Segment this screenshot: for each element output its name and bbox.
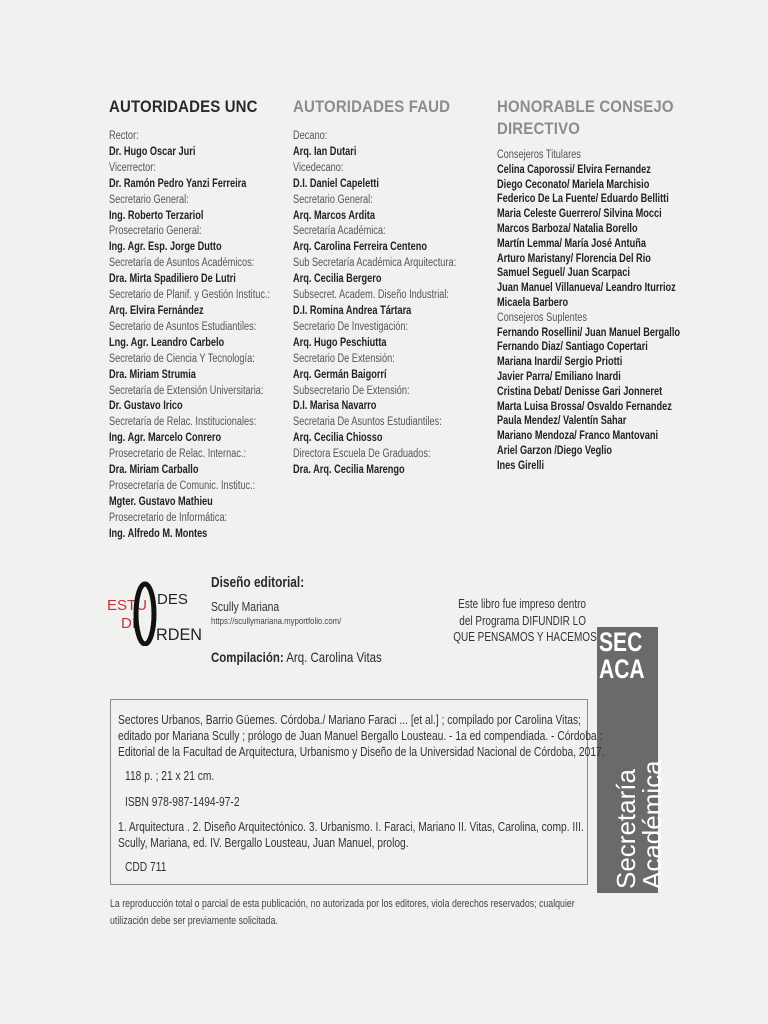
- unc-role-line: Secretaría de Extensión Universitaria:: [109, 384, 264, 397]
- hcd-name-line: Fernando Diaz/ Santiago Copertari: [497, 341, 648, 354]
- design-label: Diseño editorial:: [211, 575, 305, 591]
- unc-name-line: Mgter. Gustavo Mathieu: [109, 495, 213, 508]
- hcd-name-line: Arturo Maristany/ Florencia Del Rio: [497, 252, 651, 265]
- compiler-name: Arq. Carolina Vitas: [286, 649, 382, 665]
- unc-name-line: Ing. Agr. Esp. Jorge Dutto: [109, 241, 222, 254]
- hcd-name-line: Marta Luisa Brossa/ Osvaldo Fernandez: [497, 400, 672, 413]
- unc-role-line: Secretario de Planif. y Gestión Instituc.:: [109, 289, 271, 302]
- unc-name-line: Dra. Miriam Strumia: [109, 368, 196, 381]
- designer-name: Scully Mariana: [211, 599, 280, 614]
- faud-name-line: D.I. Romina Andrea Tártara: [293, 304, 412, 317]
- estudios-desorden-logo: [107, 580, 203, 646]
- autoridades-faud-column: [293, 96, 483, 479]
- unc-name-line: Dra. Miriam Carballo: [109, 464, 199, 477]
- unc-role-line: Secretario General:: [109, 193, 189, 206]
- autoridades-unc-title: AUTORIDADES UNC: [109, 97, 258, 116]
- unc-name-line: Lng. Agr. Leandro Carbelo: [109, 336, 225, 349]
- hcd-name-line: Micaela Barbero: [497, 296, 569, 309]
- catalog-cdd: CDD 711: [125, 860, 167, 874]
- faud-name-line: Arq. Carolina Ferreira Centeno: [293, 241, 427, 254]
- hcd-role-line: Consejeros Titulares: [497, 149, 581, 161]
- unc-name-line: Arq. Elvira Fernández: [109, 304, 204, 317]
- faud-role-line: Vicedecano:: [293, 161, 344, 174]
- faud-role-line: Secretaria De Asuntos Estudiantiles:: [293, 416, 442, 429]
- unc-role-line: Prosecretario de Relac. Internac.:: [109, 448, 247, 461]
- unc-name-line: Ing. Agr. Marcelo Conrero: [109, 432, 222, 445]
- hcd-name-line: Javier Parra/ Emiliano Inardi: [497, 370, 621, 383]
- hcd-name-line: Ariel Garzon /Diego Veglio: [497, 444, 613, 457]
- catalog-entry-line-3: Editorial de la Facultad de Arquitectura, Urbanismo y Diseño de la Universidad Nacional de Córdoba, 2017.: [118, 745, 605, 759]
- unc-role-line: Prosecretaría de Comunic. Instituc.:: [109, 479, 256, 492]
- hcd-name-line: Federico De La Fuente/ Eduardo Bellitti: [497, 193, 669, 206]
- hcd-name-line: Martín Lemma/ María José Antuña: [497, 237, 646, 250]
- logo-o-shape: [136, 584, 154, 644]
- unc-role-line: Rector:: [109, 130, 139, 142]
- printed-line-1: Este libro fue impreso dentro: [458, 597, 586, 611]
- catalog-entry-line-2: editado por Mariana Scully ; prólogo de Juan Manuel Bergallo Lousteau. - 1a ed compendiada. - Córdoba :: [118, 729, 603, 743]
- faud-role-line: Secretario De Extensión:: [293, 352, 395, 365]
- autoridades-unc-column: [109, 96, 279, 543]
- secaca-logo: [599, 629, 645, 683]
- faud-role-line: Secretaría Académica:: [293, 225, 386, 238]
- catalog-subjects-line-1: 1. Arquitectura . 2. Diseño Arquitectónico. 3. Urbanismo. I. Faraci, Mariano II. Vitas, Carolina, comp. III.: [118, 820, 584, 834]
- faud-role-line: Decano:: [293, 130, 328, 142]
- unc-name-line: Ing. Roberto Terzariol: [109, 209, 204, 222]
- hcd-name-line: Mariano Mendoza/ Franco Mantovani: [497, 430, 659, 443]
- hcd-role-line: Consejeros Suplentes: [497, 311, 588, 324]
- catalog-isbn: ISBN 978-987-1494-97-2: [125, 795, 240, 809]
- catalog-entry-line-1: Sectores Urbanos, Barrio Güemes. Córdoba./ Mariano Faraci ... [et al.] ; compilado por Carolina Vitas;: [118, 713, 581, 727]
- faud-name-line: Arq. Cecilia Bergero: [293, 273, 382, 286]
- unc-role-line: Prosecretario General:: [109, 225, 202, 238]
- faud-name-line: Arq. Ian Dutari: [293, 145, 357, 158]
- compilation-credit: [211, 649, 382, 665]
- logo-di-text: DI: [121, 615, 136, 632]
- logo-des-text: DES: [157, 591, 188, 608]
- faud-name-line: Arq. Germán Baigorrí: [293, 368, 387, 381]
- autoridades-faud-list: [293, 129, 483, 479]
- faud-role-line: Sub Secretaría Académica Arquitectura:: [293, 257, 457, 270]
- printed-note: [420, 596, 597, 646]
- printed-line-2: del Programa DIFUNDIR LO: [459, 613, 586, 628]
- hcd-name-line: Celina Caporossi/ Elvira Fernandez: [497, 163, 651, 176]
- copyright-notice: [110, 896, 691, 930]
- hcd-name-line: Fernando Rosellini/ Juan Manuel Bergallo: [497, 326, 681, 339]
- autoridades-faud-title: AUTORIDADES FAUD: [293, 97, 451, 116]
- hcd-name-line: Paula Mendez/ Valentín Sahar: [497, 415, 627, 428]
- unc-name-line: Dr. Hugo Oscar Juri: [109, 145, 196, 158]
- consejo-directivo-title-line1: HONORABLE CONSEJO: [497, 97, 674, 116]
- consejo-directivo-column: [497, 96, 697, 474]
- catalog-record-box: [110, 699, 605, 885]
- vertical-secretaria: Secretaría: [611, 769, 641, 889]
- copyright-line-2: utilización debe ser previamente solicitada.: [110, 915, 278, 927]
- faud-role-line: Subsecretario De Extensión:: [293, 384, 410, 397]
- hcd-name-line: Mariana Inardi/ Sergio Priotti: [497, 356, 623, 369]
- unc-role-line: Vicerrector:: [109, 161, 156, 174]
- printed-line-3: QUE PENSAMOS Y HACEMOS: [453, 630, 597, 644]
- unc-name-line: Dra. Mirta Spadiliero De Lutri: [109, 273, 236, 286]
- faud-name-line: Arq. Hugo Peschiutta: [293, 336, 387, 349]
- hcd-name-line: Cristina Debat/ Denisse Gari Jonneret: [497, 385, 663, 398]
- hcd-name-line: Samuel Seguel/ Juan Scarpaci: [497, 267, 630, 280]
- faud-name-line: D.I. Marisa Navarro: [293, 400, 377, 413]
- design-credits: [211, 575, 370, 627]
- faud-name-line: Dra. Arq. Cecilia Marengo: [293, 464, 405, 477]
- secaca-line1: SEC: [599, 627, 643, 657]
- hcd-name-line: Diego Ceconato/ Mariela Marchisio: [497, 178, 650, 191]
- faud-name-line: D.I. Daniel Capeletti: [293, 177, 379, 190]
- hcd-name-line: Juan Manuel Villanueva/ Leandro Iturrioz: [497, 282, 676, 295]
- consejo-directivo-title-line2: DIRECTIVO: [497, 119, 581, 138]
- unc-name-line: Ing. Alfredo M. Montes: [109, 527, 208, 540]
- logo-estu-text: ESTU: [107, 597, 148, 614]
- consejo-directivo-list: [497, 148, 697, 474]
- faud-role-line: Subsecret. Academ. Diseño Industrial:: [293, 289, 449, 302]
- catalog-pages: 118 p. ; 21 x 21 cm.: [125, 769, 215, 783]
- unc-role-line: Secretaría de Relac. Institucionales:: [109, 416, 257, 429]
- faud-role-line: Secretario General:: [293, 193, 373, 206]
- unc-name-line: Dr. Ramón Pedro Yanzi Ferreira: [109, 177, 247, 190]
- secretaria-academica-band: [597, 627, 667, 893]
- unc-role-line: Secretario de Asuntos Estudiantiles:: [109, 320, 257, 333]
- faud-role-line: Secretario De Investigación:: [293, 320, 409, 333]
- unc-name-line: Dr. Gustavo Irico: [109, 400, 183, 413]
- hcd-name-line: Ines Girelli: [497, 459, 545, 472]
- copyright-line-1: La reproducción total o parcial de esta publicación, no autorizada por los editores, viola derechos reservados; cualquier: [110, 898, 575, 910]
- catalog-subjects-line-2: Scully, Mariana, ed. IV. Bergallo Lousteau, Juan Manuel, prolog.: [118, 836, 409, 850]
- unc-role-line: Prosecretario de Informática:: [109, 511, 228, 524]
- designer-url: https://scullymariana.myportfolio.com/: [211, 616, 342, 627]
- autoridades-unc-list: [109, 129, 279, 543]
- faud-name-line: Arq. Cecilia Chiosso: [293, 432, 383, 445]
- faud-name-line: Arq. Marcos Ardita: [293, 209, 375, 222]
- unc-role-line: Secretario de Ciencia Y Tecnología:: [109, 352, 255, 365]
- compilation-label: Compilación:: [211, 649, 284, 665]
- vertical-academica: Académica: [637, 760, 667, 889]
- secaca-line2: ACA: [599, 654, 645, 684]
- hcd-name-line: Maria Celeste Guerrero/ Silvina Mocci: [497, 208, 662, 221]
- unc-role-line: Secretaría de Asuntos Académicos:: [109, 257, 255, 270]
- faud-role-line: Directora Escuela De Graduados:: [293, 448, 431, 461]
- hcd-name-line: Marcos Barboza/ Natalia Borello: [497, 222, 638, 235]
- logo-rden-text: RDEN: [156, 625, 202, 644]
